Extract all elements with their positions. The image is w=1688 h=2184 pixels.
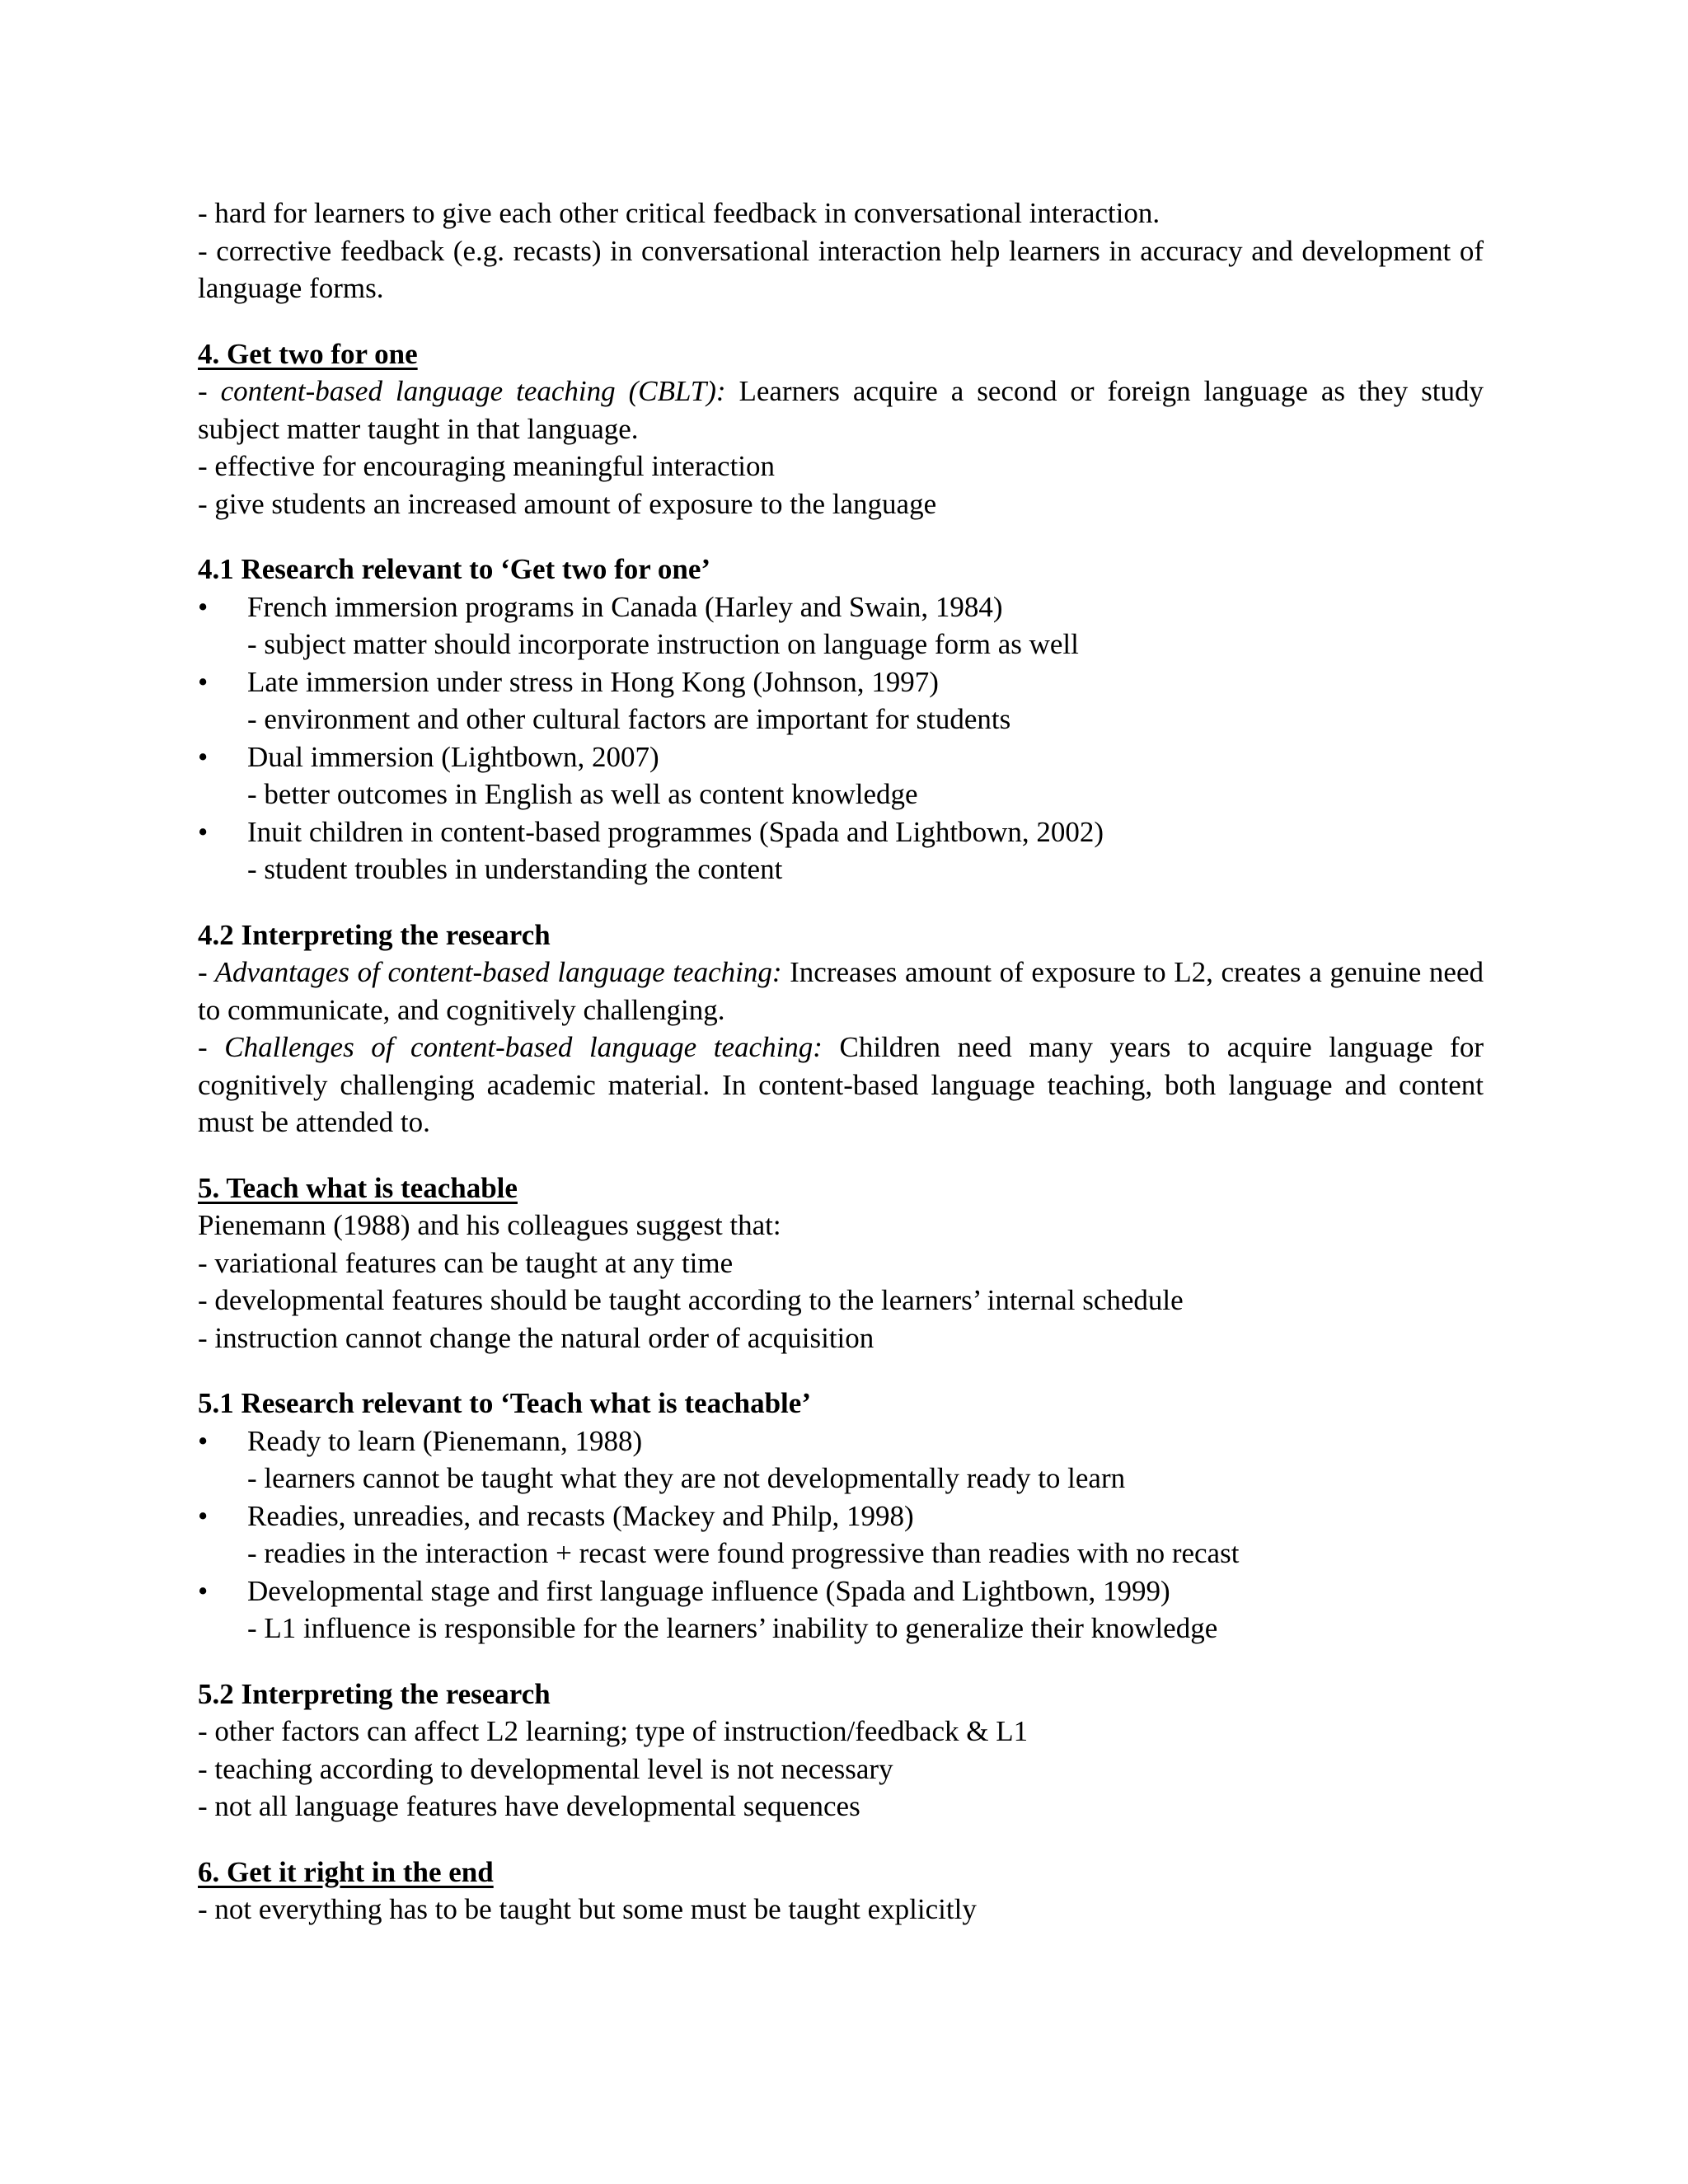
advantages-term: - Advantages of content-based language teaching: — [198, 956, 782, 988]
list-item-note: - student troubles in understanding the content — [247, 853, 783, 885]
list-item — [198, 1422, 1484, 1460]
list-item — [198, 1497, 1484, 1535]
section-5-line: - instruction cannot change the natural order of acquisition — [198, 1321, 874, 1354]
cblt-text: Learners acquire a second or foreign language as they study subject matter taught in that language. — [198, 375, 1484, 445]
section-5-2-line: - not all language features have developmental sequences — [198, 1790, 860, 1822]
bullet-mark: • — [198, 665, 209, 698]
section-4-heading: 4. Get two for one — [198, 337, 418, 370]
bullet-mark: • — [198, 1499, 209, 1532]
section-6-heading: 6. Get it right in the end — [198, 1855, 494, 1888]
list-item-title: Developmental stage and first language influence (Spada and Lightbown, 1999) — [247, 1574, 1170, 1607]
list-item — [198, 663, 1484, 701]
bullet-mark: • — [198, 815, 209, 848]
bullet-mark: • — [198, 1424, 209, 1457]
section-4-2-heading: 4.2 Interpreting the research — [198, 918, 551, 951]
section-5-2-heading: 5.2 Interpreting the research — [198, 1677, 551, 1710]
section-4-line-2: - effective for encouraging meaningful interaction — [198, 450, 776, 482]
document-page — [198, 194, 1484, 1929]
list-item-note: - L1 influence is responsible for the learners’ inability to generalize their knowledge — [247, 1612, 1218, 1644]
list-item-title: Dual immersion (Lightbown, 2007) — [247, 740, 659, 773]
section-5-line: Pienemann (1988) and his colleagues suggest that: — [198, 1209, 781, 1241]
list-item — [198, 738, 1484, 776]
section-5-2-line: - teaching according to developmental level is not necessary — [198, 1752, 893, 1785]
section-4-1-list — [198, 588, 1484, 888]
list-item-note: - environment and other cultural factors are important for students — [247, 703, 1011, 735]
list-item-title: Ready to learn (Pienemann, 1988) — [247, 1424, 643, 1457]
list-item-title: Readies, unreadies, and recasts (Mackey and Philp, 1998) — [247, 1499, 914, 1532]
list-item-title: Inuit children in content-based programmes (Spada and Lightbown, 2002) — [247, 815, 1104, 848]
advantages-text: Increases amount of exposure to L2, creates a genuine need to communicate, and cognitively challenging. — [198, 956, 1484, 1026]
list-item — [198, 1572, 1484, 1610]
section-5-1-list — [198, 1422, 1484, 1647]
section-5-line: - variational features can be taught at any time — [198, 1246, 734, 1279]
section-4-1-heading: 4.1 Research relevant to ‘Get two for one’ — [198, 553, 711, 585]
list-item — [198, 813, 1484, 851]
challenges-paragraph — [198, 1029, 1484, 1141]
list-item-title: Late immersion under stress in Hong Kong (Johnson, 1997) — [247, 665, 939, 698]
list-item-note: - readies in the interaction + recast were found progressive than readies with no recast — [247, 1537, 1240, 1569]
section-5-line: - developmental features should be taught according to the learners’ internal schedule — [198, 1284, 1184, 1316]
section-5-heading: 5. Teach what is teachable — [198, 1171, 518, 1204]
bullet-mark: • — [198, 590, 209, 623]
intro-line-1: - hard for learners to give each other critical feedback in conversational interaction. — [198, 197, 1160, 229]
challenges-text: Children need many years to acquire language for cognitively challenging academic material. In content-based language teaching, both language and content must be attended to. — [198, 1031, 1484, 1138]
bullet-mark: • — [198, 1574, 209, 1607]
list-item-note: - learners cannot be taught what they are not developmentally ready to learn — [247, 1462, 1126, 1494]
list-item — [198, 588, 1484, 626]
cblt-term: - content-based language teaching (CBLT): — [198, 375, 726, 407]
section-6-line-1: - not everything has to be taught but some must be taught explicitly — [198, 1893, 977, 1925]
list-item-note: - better outcomes in English as well as content knowledge — [247, 778, 918, 810]
cblt-definition — [198, 373, 1484, 448]
section-4-line-3: - give students an increased amount of exposure to the language — [198, 487, 937, 520]
intro-line-2: - corrective feedback (e.g. recasts) in conversational interaction help learners in accuracy and development of language forms. — [198, 234, 1484, 304]
section-5-1-heading: 5.1 Research relevant to ‘Teach what is teachable’ — [198, 1387, 811, 1419]
challenges-term: - Challenges of content-based language teaching: — [198, 1031, 823, 1063]
section-5-2-line: - other factors can affect L2 learning; type of instruction/feedback & L1 — [198, 1715, 1029, 1747]
list-item-note: - subject matter should incorporate instruction on language form as well — [247, 628, 1079, 660]
bullet-mark: • — [198, 740, 209, 773]
list-item-title: French immersion programs in Canada (Harley and Swain, 1984) — [247, 590, 1003, 623]
advantages-paragraph — [198, 954, 1484, 1029]
